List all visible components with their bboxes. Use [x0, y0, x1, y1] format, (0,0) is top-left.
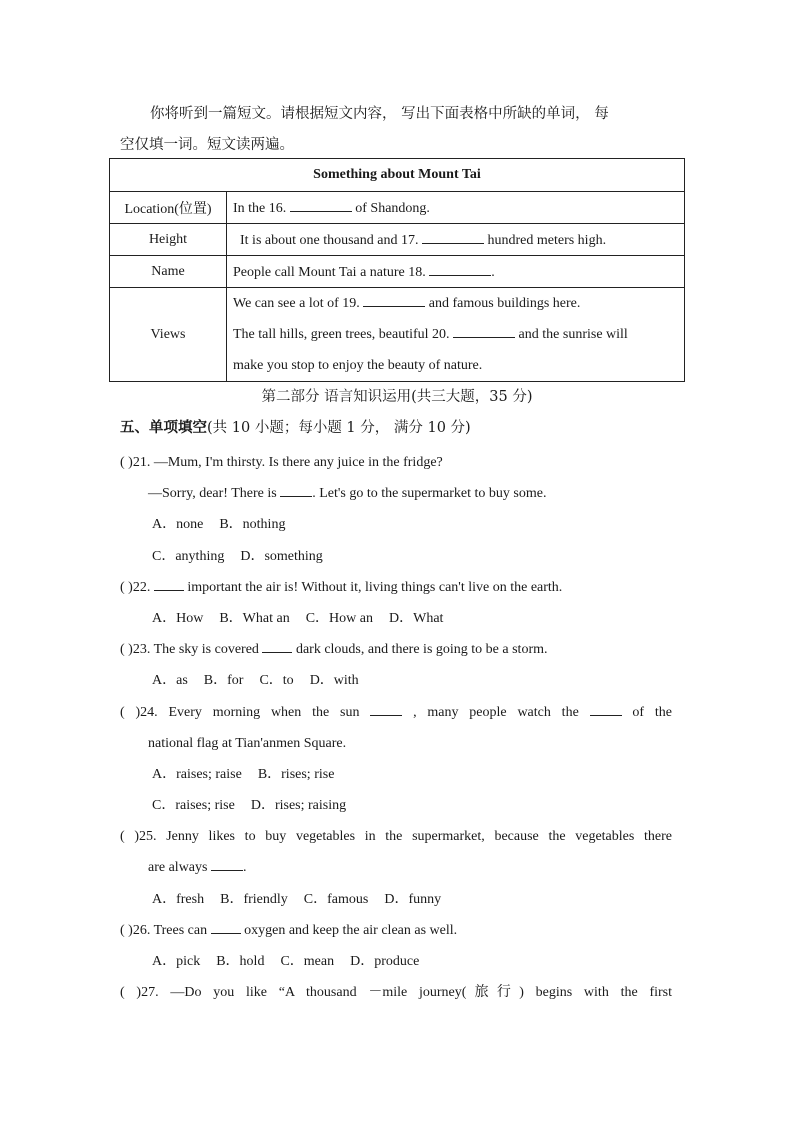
subsection-number: 五、单项填空 [120, 419, 207, 436]
answer-blank-24a[interactable] [370, 703, 402, 716]
row-content-location: In the 16. of Shandong. [227, 192, 685, 224]
question-25-stem-cont: are always . [148, 860, 247, 876]
question-24-stem: ( )24. Every morning when the sun , many people watch the of the [120, 704, 673, 720]
subsection-heading [120, 416, 471, 437]
option-b[interactable]: B．for [203, 673, 244, 689]
row-content-height: It is about one thousand and 17. hundred meters high. [227, 224, 685, 256]
question-25-stem: ( )25. Jenny likes to buy vegetables in the supermarket, because the vegetables there [120, 829, 672, 845]
answer-blank-20[interactable] [453, 325, 515, 338]
question-23-options [120, 665, 672, 696]
table-row-views [110, 288, 685, 382]
row-label-views: Views [110, 288, 227, 382]
row-content-name: People call Mount Tai a nature 18. . [227, 256, 685, 288]
question-26-stem: ( )26. Trees can oxygen and keep the air clean as well. [120, 922, 458, 938]
answer-blank-18[interactable] [429, 263, 491, 276]
question-21-reply: —Sorry, dear! There is . Let's go to the supermarket to buy some. [148, 486, 547, 502]
option-c[interactable]: C．How an [305, 610, 373, 626]
section-title: 第二部分 语言知识运用(共三大题，35 分) [261, 389, 533, 405]
option-a[interactable]: A．fresh [152, 891, 205, 907]
option-d[interactable]: D．something [240, 548, 323, 564]
answer-blank-26[interactable] [211, 921, 241, 934]
option-d[interactable]: D．What [389, 610, 444, 626]
answer-blank-25[interactable] [211, 858, 243, 871]
question-22-options [120, 603, 672, 634]
option-d[interactable]: D．produce [350, 954, 420, 969]
answer-blank-19[interactable] [363, 294, 425, 307]
instructions-line-2: 空仅填一词。短文读两遍。 [120, 137, 294, 153]
question-22-stem: ( )22. important the air is! Without it, living things can't live on the earth. [120, 579, 563, 595]
instructions-line-1: 你将听到一篇短文。请根据短文内容， 写出下面表格中所缺的单词， 每 [150, 106, 609, 122]
table-row-name [110, 256, 685, 288]
option-c[interactable]: C．to [259, 673, 294, 689]
option-a[interactable]: A．as [152, 673, 188, 689]
option-a[interactable]: A．How [152, 610, 204, 626]
table-title: Something about Mount Tai [110, 159, 685, 192]
question-23-stem: ( )23. The sky is covered dark clouds, and there is going to be a storm. [120, 642, 548, 658]
answer-blank-24b[interactable] [590, 703, 622, 716]
row-label-location: Location(位置) [110, 192, 227, 224]
option-d[interactable]: D．rises; raising [250, 798, 347, 814]
option-d[interactable]: D．funny [384, 891, 442, 907]
question-list [120, 447, 672, 1008]
question-24-options-cd [120, 790, 672, 821]
option-b[interactable]: B．hold [216, 954, 265, 969]
question-25-options [120, 884, 672, 915]
question-27-stem: ( )27. —Do you like “A thousand －mile journey(旅行) begins with the first [120, 985, 672, 1001]
question-21-options-ab [120, 509, 672, 540]
question-24-stem-cont: national flag at Tian'anmen Square. [148, 735, 347, 751]
answer-blank-23[interactable] [262, 640, 292, 653]
question-21-stem: ( )21. —Mum, I'm thirsty. Is there any juice in the fridge? [120, 455, 443, 470]
listening-instructions [120, 99, 676, 161]
question-26-options [120, 946, 672, 977]
option-c[interactable]: C．famous [303, 891, 369, 907]
row-label-name: Name [110, 256, 227, 288]
option-c[interactable]: C．anything [152, 548, 225, 564]
table-row-height [110, 224, 685, 256]
option-b[interactable]: B．What an [219, 610, 290, 626]
table-row-location [110, 192, 685, 224]
option-b[interactable]: B．rises; rise [257, 766, 335, 782]
row-label-height: Height [110, 224, 227, 256]
option-c[interactable]: C．mean [280, 954, 335, 969]
mount-tai-table [109, 158, 685, 382]
subsection-scoring: (共 10 小题；每小题 1 分， 满分 10 分) [207, 420, 471, 436]
answer-blank-17[interactable] [422, 231, 484, 244]
answer-blank-16[interactable] [290, 199, 352, 212]
option-d[interactable]: D．with [309, 673, 359, 689]
option-a[interactable]: A．raises; raise [152, 766, 242, 782]
option-a[interactable]: A．none [152, 517, 204, 533]
answer-blank-22[interactable] [154, 578, 184, 591]
option-c[interactable]: C．raises; rise [152, 798, 235, 814]
option-a[interactable]: A．pick [152, 954, 201, 969]
option-b[interactable]: B．friendly [220, 891, 288, 907]
answer-blank-21[interactable] [280, 484, 312, 497]
row-content-views: We can see a lot of 19. and famous buildings here. The tall hills, green trees, beautiful 20. and the sunrise will make you stop to enjoy the beauty of nature. [227, 288, 685, 382]
question-24-options-ab [120, 759, 672, 790]
option-b[interactable]: B．nothing [219, 517, 286, 533]
question-21-options-cd [120, 541, 672, 572]
